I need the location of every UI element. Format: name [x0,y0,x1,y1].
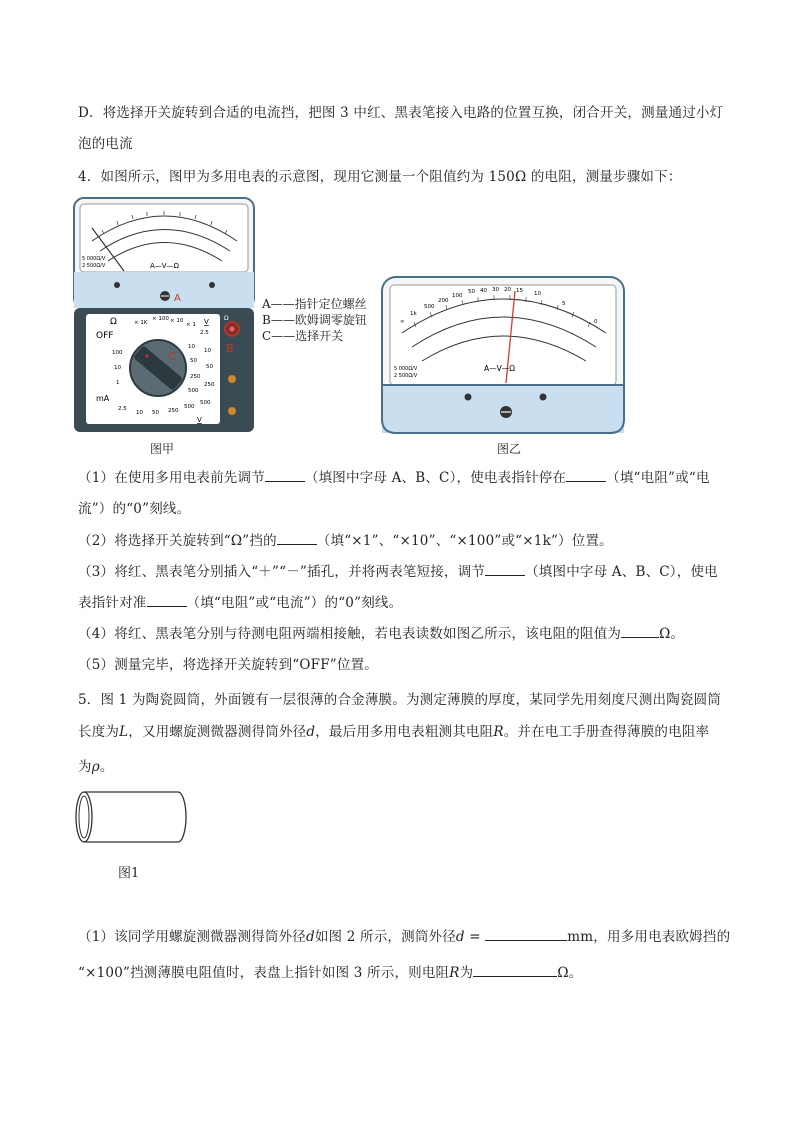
yi-scale-20: 20 [504,287,511,293]
legend-a: A——指针定位螺丝 [262,297,367,311]
meter-figure-yi [380,275,626,437]
cylinder-figure-1 [74,788,194,848]
cylinder-end-inner [79,796,89,838]
acv-range-2.5: 2.5 [200,330,209,336]
q5-stem-line1: 5．图 1 为陶瓷圆筒，外面镀有一层很薄的合金薄膜。为测定薄膜的厚度，某同学先用刻度尺测出陶瓷圆筒 [78,692,722,708]
scale-text: A—V—Ω [150,262,179,270]
yi-scale-50: 50 [468,289,475,295]
legend [262,296,367,344]
dcv-range-2.5: 2.5 [118,406,127,412]
v-label-top: V [204,318,209,326]
caption-fig1: 图1 [118,866,140,881]
yi-scale-30: 30 [492,287,499,293]
q5-part1-line1: （1）该同学用螺旋测微器测得筒外径d如图 2 所示，测筒外径d = mm，用多用电表欧姆挡的 [78,929,731,945]
ohm-range-10: × 10 [170,318,184,324]
meter-lower-band [74,272,254,308]
screw-right [209,282,215,288]
yi-spec-1: 5 000Ω/V [394,366,418,372]
yi-scale-10: 10 [534,291,541,297]
yi-scale-15: 15 [516,288,523,294]
q4-part4: （4）将红、黑表笔分别与待测电阻两端相接触，若电表读数如图乙所示，该电阻的阻值为 Ω。 [78,626,685,642]
q3-option-d-line1: D．将选择开关旋转到合适的电流挡，把图 3 中红、黑表笔接入电路的位置互换，闭合开关，测量通过小灯 [78,105,724,121]
ohm-range-1k: × 1K [134,320,148,326]
yi-scale-5: 5 [562,301,566,307]
q5-stem-line3: 为ρ。 [78,759,114,775]
jack-1[interactable] [228,375,236,383]
acv-range-10: 10 [204,348,211,354]
q4-stem: 4．如图所示，图甲为多用电表的示意图，现用它测量一个阻值约为 150Ω 的电阻，测量步骤如下： [78,169,682,185]
q5-p1-blank2[interactable] [473,964,557,977]
spec-text-1: 5 000Ω/V [82,256,106,262]
ma-range-1: 1 [116,380,120,386]
acv-range-250: 250 [204,382,215,388]
q4-part2: （2）将选择开关旋转到“Ω”挡的 （填“×1”、“×10”、“×100”或“×1k”）位置。 [78,533,613,549]
yi-scale-200: 200 [438,298,449,304]
label-b: B [226,342,234,355]
yi-scale-text: A—V—Ω [484,364,515,373]
ohm-label: Ω [110,317,117,327]
v-label-bottom: V [197,416,202,424]
q3-option-d-line2: 泡的电流 [78,136,133,152]
label-c: C [168,350,176,363]
q4-p3-blank1[interactable] [485,563,525,576]
yi-spec-2: 2 500Ω/V [394,373,418,379]
q5-stem-line2: 长度为L，又用螺旋测微器测得筒外径d，最后用多用电表粗测其电阻R。并在电工手册查得薄膜的电阻率 [78,724,710,740]
q4-part3-line2: 表指针对准 （填“电阻”或“电流”）的“0”刻线。 [78,595,403,611]
yi-scale-40: 40 [480,288,487,294]
terminal-top-label: Ω [224,315,229,322]
yi-scale-1k: 1k [410,311,417,317]
q4-part1-line1: （1）在使用多用电表前先调节 （填图中字母 A、B、C），使电表指针停在 （填“电阻”或“电 [78,470,710,486]
multimeter-figure-jia [72,196,257,436]
yi-scale-inf: ∞ [400,319,405,325]
acv-range-500: 500 [200,400,211,406]
q5-p1-blank1[interactable] [485,928,567,941]
yi-scale-100: 100 [452,293,463,299]
q4-p1-blank2[interactable] [566,469,606,482]
ma-label: mA [96,394,110,403]
yi-scale-0: 0 [594,319,598,325]
dcv-range-10: 10 [136,410,143,416]
q5-part1-line2: “×100”挡测薄膜电阻值时，表盘上指针如图 3 所示，则电阻R为 Ω。 [78,965,583,981]
dcv-range-500: 500 [184,404,195,410]
off-label: OFF [96,331,114,341]
ohm-range-100: × 100 [152,316,169,322]
right-range-500: 500 [188,388,199,394]
right-range-250: 250 [190,374,201,380]
legend-b: B——欧姆调零旋钮 [262,313,367,327]
q4-p2-blank[interactable] [277,532,317,545]
right-range-50: 50 [190,358,197,364]
legend-c: C——选择开关 [262,329,344,343]
yi-screw-right [540,394,547,401]
cylinder-body [84,792,186,842]
dcv-range-50: 50 [152,410,159,416]
q4-part1-line2: 流”）的“0”刻线。 [78,501,191,517]
right-range-10: 10 [188,344,195,350]
ohm-range-1: × 1 [186,322,196,328]
q4-p3-blank2[interactable] [147,594,187,607]
caption-jia: 图甲 [150,442,175,456]
jack-2[interactable] [228,407,236,415]
spec-text-2: 2 500Ω/V [82,263,106,269]
q4-part5: （5）测量完毕，将选择开关旋转到“OFF”位置。 [78,657,378,673]
yi-scale-500: 500 [424,304,435,310]
dcv-range-250: 250 [168,408,179,414]
ma-range-10: 10 [114,365,121,371]
caption-yi: 图乙 [497,442,522,456]
q4-part3-line1: （3）将红、黑表笔分别插入“＋”“－”插孔，并将两表笔短接，调节 （填图中字母 A、B、C），使电 [78,564,718,580]
q4-p1-blank1[interactable] [265,469,305,482]
label-a: A [174,293,181,304]
yi-screw-left [465,394,472,401]
ma-range-100: 100 [112,350,123,356]
acv-range-50: 50 [206,364,213,370]
q4-p4-blank[interactable] [621,625,659,638]
screw-left [114,282,120,288]
